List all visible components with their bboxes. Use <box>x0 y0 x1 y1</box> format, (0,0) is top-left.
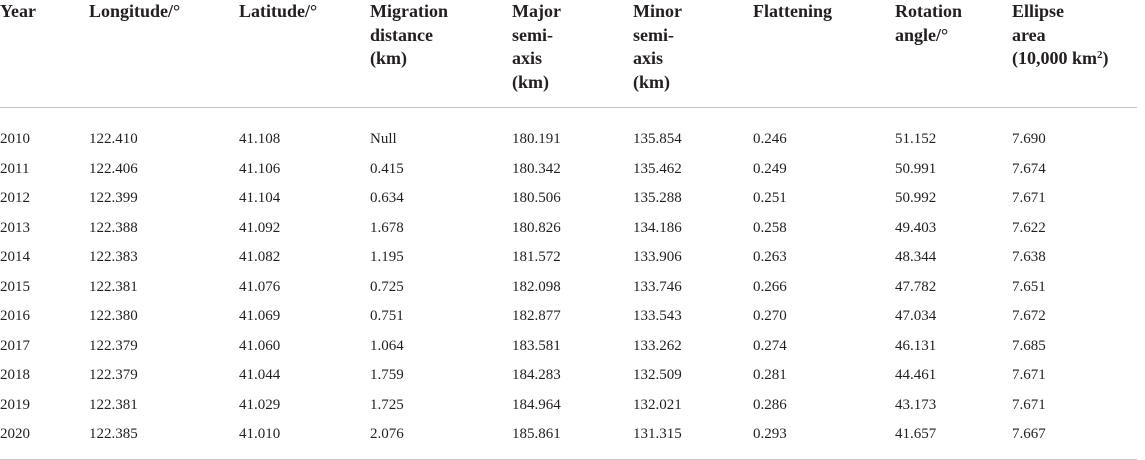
table-cell-minor-semi-axis: 133.746 <box>633 278 682 295</box>
table-cell-rotation-angle: 46.131 <box>895 337 937 354</box>
table-cell-longitude: 122.383 <box>89 249 138 266</box>
table-row <box>0 214 1137 244</box>
table-cell-major-semi-axis: 181.572 <box>512 249 561 266</box>
table-cell-minor-semi-axis: 133.543 <box>633 308 682 325</box>
column-header-line: angle/° <box>895 24 949 45</box>
table-cell-latitude: 41.010 <box>239 420 370 459</box>
table-cell-flattening: 0.281 <box>753 367 787 384</box>
table-cell-flattening: 0.249 <box>753 160 787 177</box>
table-cell-minor-semi-axis: 131.315 <box>633 420 753 459</box>
table-cell-ellipse-area: 7.672 <box>1012 308 1046 325</box>
table-cell-rotation-angle: 50.991 <box>895 160 937 177</box>
table-cell-major-semi-axis: 184.283 <box>512 367 561 384</box>
column-header-line: Rotation <box>895 1 962 21</box>
column-header-line: axis <box>633 48 664 68</box>
table-cell-migration-distance: 1.678 <box>370 219 404 236</box>
table-row <box>0 302 1137 332</box>
column-header-line: axis <box>512 48 543 68</box>
table-cell-rotation-angle: 43.173 <box>895 396 937 413</box>
table-cell-year: 2016 <box>0 308 30 325</box>
column-header-line: Migration <box>370 1 448 21</box>
table-cell-major-semi-axis: 185.861 <box>512 420 633 459</box>
column-header-minor-semi-axis <box>633 0 753 108</box>
table-cell-migration-distance: 1.759 <box>370 367 404 384</box>
table-cell-rotation-angle: 47.782 <box>895 278 937 295</box>
table-cell-rotation-angle: 44.461 <box>895 367 937 384</box>
column-header-line: (km) <box>370 48 407 68</box>
table-cell-longitude: 122.379 <box>89 367 138 384</box>
table-cell-migration-distance: Null <box>370 131 397 148</box>
column-header-year <box>0 0 89 108</box>
column-header-ellipse-area <box>1012 0 1137 108</box>
table-row <box>0 273 1137 303</box>
table-cell-minor-semi-axis: 134.186 <box>633 219 682 236</box>
table-cell-latitude: 41.106 <box>239 160 281 177</box>
table-cell-ellipse-area: 7.674 <box>1012 160 1046 177</box>
table-cell-year: 2019 <box>0 396 30 413</box>
table-cell-year: 2017 <box>0 337 30 354</box>
table-row <box>0 184 1137 214</box>
table-cell-year: 2020 <box>0 420 89 459</box>
table-cell-major-semi-axis: 180.506 <box>512 190 561 207</box>
table-cell-latitude: 41.029 <box>239 396 281 413</box>
table-cell-longitude: 122.410 <box>89 131 138 148</box>
table-cell-latitude: 41.060 <box>239 337 281 354</box>
table-row <box>0 332 1137 362</box>
table-cell-ellipse-area: 7.685 <box>1012 337 1046 354</box>
table-cell-latitude: 41.069 <box>239 308 281 325</box>
table-cell-ellipse-area: 7.671 <box>1012 367 1046 384</box>
table-header-row <box>0 0 1137 108</box>
table-cell-ellipse-area: 7.667 <box>1012 420 1137 459</box>
table-cell-migration-distance: 0.634 <box>370 190 404 207</box>
table-cell-migration-distance: 1.725 <box>370 396 404 413</box>
table-cell-year: 2014 <box>0 249 30 266</box>
column-header-line: Latitude/° <box>239 1 318 21</box>
table-cell-flattening: 0.286 <box>753 396 787 413</box>
table-cell-major-semi-axis: 184.964 <box>512 396 561 413</box>
column-header-line: Year <box>0 1 36 21</box>
table-cell-longitude: 122.388 <box>89 219 138 236</box>
table-cell-migration-distance: 0.415 <box>370 160 404 177</box>
table-row <box>0 420 1137 459</box>
column-header-line: Longitude/° <box>89 1 181 21</box>
table-cell-migration-distance: 0.725 <box>370 278 404 295</box>
table-cell-latitude: 41.082 <box>239 249 281 266</box>
table-cell-latitude: 41.044 <box>239 367 281 384</box>
table-row <box>0 108 1137 155</box>
table-cell-rotation-angle: 49.403 <box>895 219 937 236</box>
table-cell-year: 2018 <box>0 367 30 384</box>
table-cell-year: 2010 <box>0 131 30 148</box>
table-cell-longitude: 122.381 <box>89 278 138 295</box>
table-cell-migration-distance: 0.751 <box>370 308 404 325</box>
column-header-line: area <box>1012 24 1046 45</box>
table-cell-major-semi-axis: 182.877 <box>512 308 561 325</box>
table-cell-migration-distance: 2.076 <box>370 420 512 459</box>
table-cell-year: 2013 <box>0 219 30 236</box>
table-cell-migration-distance: 1.064 <box>370 337 404 354</box>
column-header-rotation-angle <box>895 0 1012 108</box>
column-header-line: Flattening <box>753 1 832 21</box>
table-cell-minor-semi-axis: 133.262 <box>633 337 682 354</box>
table-cell-longitude: 122.379 <box>89 337 138 354</box>
table-cell-major-semi-axis: 180.191 <box>512 131 561 148</box>
table-body <box>0 108 1137 460</box>
table-cell-major-semi-axis: 180.826 <box>512 219 561 236</box>
table-cell-latitude: 41.092 <box>239 219 281 236</box>
table-row <box>0 361 1137 391</box>
table-cell-flattening: 0.246 <box>753 131 787 148</box>
table-cell-longitude: 122.380 <box>89 308 138 325</box>
table-cell-minor-semi-axis: 132.021 <box>633 396 682 413</box>
column-header-latitude <box>239 0 370 108</box>
column-header-line: Major <box>512 1 561 21</box>
table-cell-minor-semi-axis: 133.906 <box>633 249 682 266</box>
table-row <box>0 391 1137 421</box>
table-cell-flattening: 0.266 <box>753 278 787 295</box>
column-header-migration-distance <box>370 0 512 108</box>
column-header-major-semi-axis <box>512 0 633 108</box>
table-cell-ellipse-area: 7.671 <box>1012 396 1046 413</box>
table-cell-flattening: 0.263 <box>753 249 787 266</box>
table-cell-latitude: 41.076 <box>239 278 281 295</box>
table-cell-longitude: 122.381 <box>89 396 138 413</box>
table-cell-rotation-angle: 41.657 <box>895 420 1012 459</box>
table-cell-flattening: 0.274 <box>753 337 787 354</box>
table-cell-longitude: 122.406 <box>89 160 138 177</box>
table-row <box>0 155 1137 185</box>
column-header-line: Ellipse <box>1012 1 1065 21</box>
table-row <box>0 243 1137 273</box>
table-cell-flattening: 0.251 <box>753 190 787 207</box>
table-cell-year: 2011 <box>0 160 30 177</box>
table-cell-rotation-angle: 51.152 <box>895 131 937 148</box>
table-cell-flattening: 0.258 <box>753 219 787 236</box>
column-header-line: (km) <box>633 71 670 92</box>
column-header-line: semi- <box>633 24 674 45</box>
column-header-line: distance <box>370 24 433 45</box>
table-cell-ellipse-area: 7.690 <box>1012 131 1046 148</box>
column-header-flattening <box>753 0 895 108</box>
table-cell-ellipse-area: 7.671 <box>1012 190 1046 207</box>
table-cell-year: 2015 <box>0 278 30 295</box>
table-cell-ellipse-area: 7.622 <box>1012 219 1046 236</box>
table-cell-longitude: 122.385 <box>89 420 239 459</box>
table-cell-rotation-angle: 50.992 <box>895 190 937 207</box>
table-cell-major-semi-axis: 182.098 <box>512 278 561 295</box>
table-cell-rotation-angle: 48.344 <box>895 249 937 266</box>
column-header-line: (10,000 $km^2$) <box>1012 48 1109 68</box>
table-cell-flattening: 0.293 <box>753 420 895 459</box>
column-header-line: Minor <box>633 1 682 21</box>
column-header-longitude <box>89 0 239 108</box>
table-cell-minor-semi-axis: 135.462 <box>633 160 682 177</box>
table-cell-latitude: 41.104 <box>239 190 281 207</box>
table-cell-year: 2012 <box>0 190 30 207</box>
table-cell-rotation-angle: 47.034 <box>895 308 937 325</box>
table-cell-minor-semi-axis: 135.288 <box>633 190 682 207</box>
table-cell-migration-distance: 1.195 <box>370 249 404 266</box>
table-cell-longitude: 122.399 <box>89 190 138 207</box>
table-cell-minor-semi-axis: 135.854 <box>633 131 682 148</box>
table-cell-major-semi-axis: 183.581 <box>512 337 561 354</box>
table-cell-minor-semi-axis: 132.509 <box>633 367 682 384</box>
column-header-line: semi- <box>512 24 553 45</box>
table-cell-latitude: 41.108 <box>239 131 281 148</box>
table-cell-flattening: 0.270 <box>753 308 787 325</box>
table-cell-ellipse-area: 7.651 <box>1012 278 1046 295</box>
column-header-line: (km) <box>512 71 549 92</box>
table-cell-major-semi-axis: 180.342 <box>512 160 561 177</box>
table-cell-ellipse-area: 7.638 <box>1012 249 1046 266</box>
